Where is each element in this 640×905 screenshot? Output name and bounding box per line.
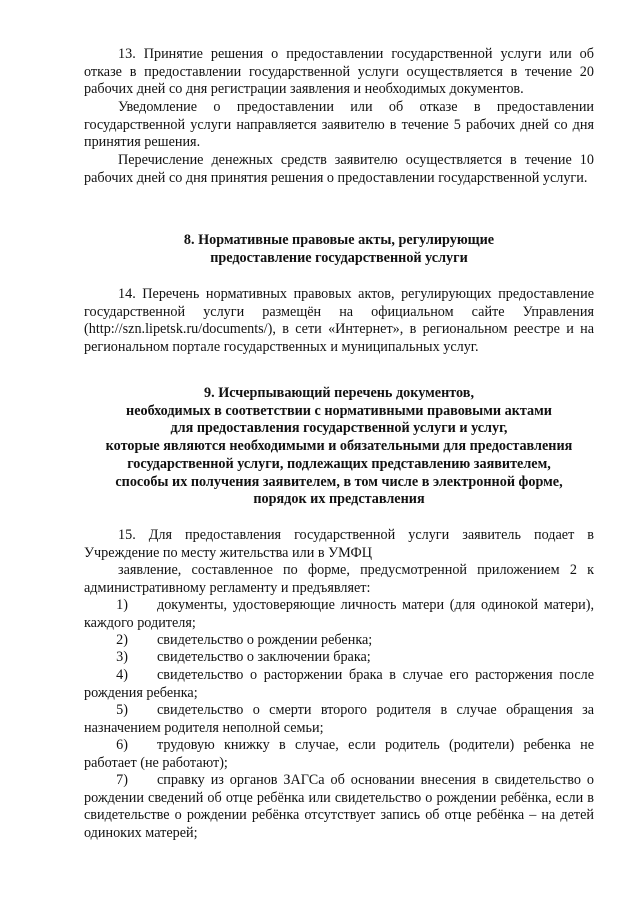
paragraph-13: 13. Принятие решения о предоставлении государственной услуги или об отказе в предоставлении государственной услуги осуществляется в течение 20 рабочих дней со дня регистрации заявления и необходимых документов. [84, 46, 594, 97]
list-item-text: свидетельство о смерти второго родителя в случае обращения за назначением родителя неполной семьи; [84, 702, 594, 736]
list-item-text: свидетельство о рождении ребенка; [157, 632, 373, 648]
list-item-text: свидетельство о расторжении брака в случае его расторжения после рождения ребенка; [84, 667, 594, 701]
heading-line: 8. Нормативные правовые акты, регулирующие [183, 232, 495, 248]
heading-line: которые являются необходимыми и обязательными для предоставления [105, 438, 573, 455]
list-item-number: 7) [116, 772, 128, 788]
list-item-number: 5) [116, 702, 128, 718]
section-9-heading [84, 385, 594, 509]
list-item-text: документы, удостоверяющие личность матери (для одинокой матери), каждого родителя; [84, 597, 594, 631]
heading-line: для предоставления государственной услуги и услуг, [170, 420, 508, 437]
list-item [84, 737, 594, 772]
list-item-text: справку из органов ЗАГСа об основании внесения в свидетельство о рождении сведений об отце ребёнка или свидетельство о рождении ребёнка, если в свидетельстве о рождении ребёнка отсутствует запись об отце ребёнка – на детей одиноких матерей; [84, 772, 594, 841]
paragraph-notification: Уведомление о предоставлении или об отказе в предоставлении государственной услуги направляется заявителю в течение 5 рабочих дней со дня принятия решения. [84, 99, 594, 150]
list-item [84, 597, 594, 632]
list-item-number: 2) [116, 632, 128, 648]
heading-line: порядок их представления [253, 491, 425, 508]
list-item [84, 649, 594, 667]
list-item [84, 702, 594, 737]
paragraph-15: 15. Для предоставления государственной услуги заявитель подает в Учреждение по месту жительства или в УМФЦ [84, 527, 594, 561]
paragraph-14: 14. Перечень нормативных правовых актов, регулирующих предоставление государственной услуги размещён на официальном сайте Управления (http://szn.lipetsk.ru/documents/), в сети «Интернет», в региональном реестре и на региональном портале государственных и муниципальных услуг. [84, 286, 594, 355]
list-item-text: свидетельство о заключении брака; [157, 649, 371, 665]
list-item-number: 6) [116, 737, 128, 753]
list-item-text: трудовую книжку в случае, если родитель (родители) ребенка не работает (не работают); [84, 737, 594, 771]
heading-line: необходимых в соответствии с нормативными правовыми актами [126, 402, 552, 419]
heading-line: предоставление государственной услуги [210, 249, 468, 266]
heading-line: 9. Исчерпывающий перечень документов, [204, 385, 474, 401]
list-item [84, 772, 594, 842]
paragraph-15-continuation: заявление, составленное по форме, предусмотренной приложением 2 к административному регламенту и предъявляет: [84, 562, 594, 596]
paragraph-payment: Перечисление денежных средств заявителю осуществляется в течение 10 рабочих дней со дня принятия решения о предоставлении государственной услуги. [84, 152, 594, 186]
heading-line: способы их получения заявителем, в том числе в электронной форме, [115, 473, 563, 490]
list-item-number: 3) [116, 649, 128, 665]
section-8-heading [84, 232, 594, 267]
list-item [84, 632, 594, 650]
list-item [84, 667, 594, 702]
list-item-number: 1) [116, 597, 128, 613]
list-item-number: 4) [116, 667, 128, 683]
heading-line: государственной услуги, подлежащих представлению заявителем, [127, 455, 551, 472]
